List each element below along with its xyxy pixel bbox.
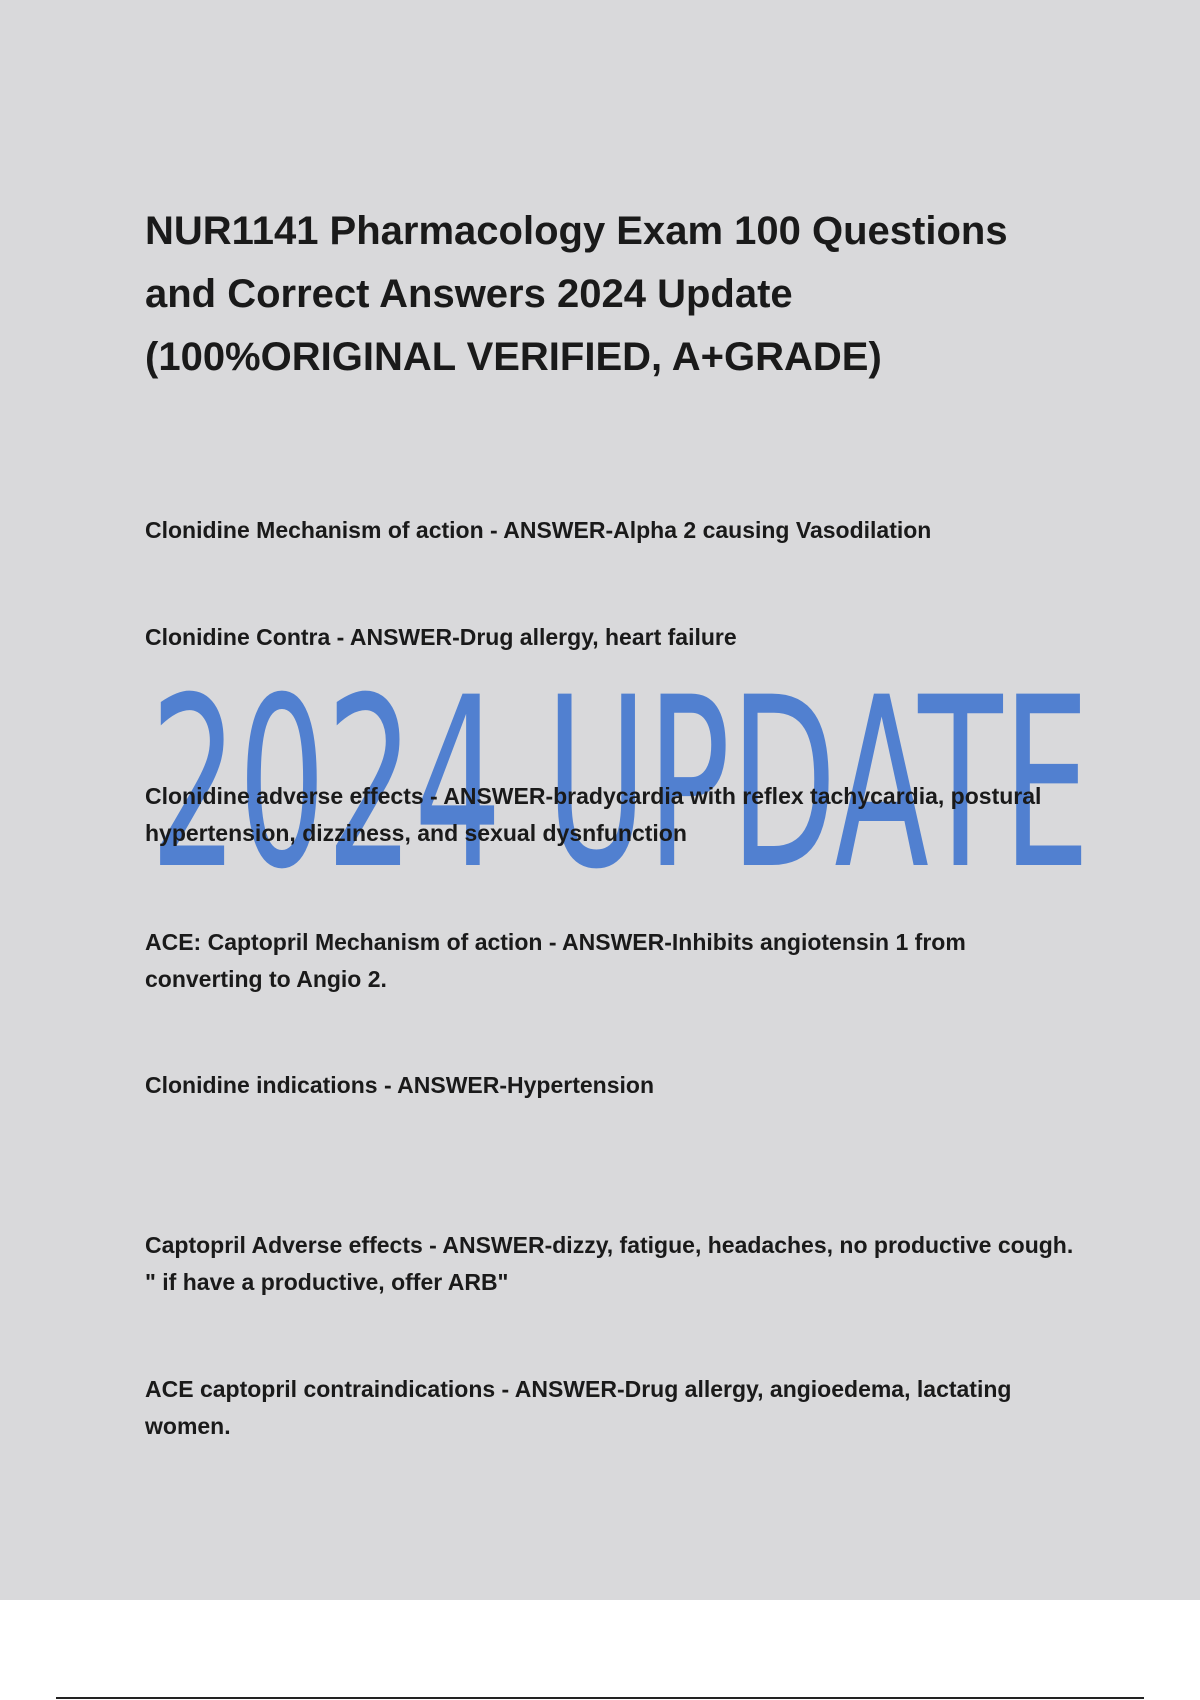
qa-item-1: Clonidine Mechanism of action - ANSWER-Alpha 2 causing Vasodilation [145,517,932,543]
qa-item-2: Clonidine Contra - ANSWER-Drug allergy, heart failure [145,624,737,650]
qa-item-4: ACE: Captopril Mechanism of action - ANSWER-Inhibits angiotensin 1 from converting to Angio 2. [145,929,966,992]
qa-item-7: ACE captopril contraindications - ANSWER-Drug allergy, angioedema, lactating women. [145,1376,1012,1439]
qa-item-3: Clonidine adverse effects - ANSWER-bradycardia with reflex tachycardia, postural hypertension, dizziness, and sexual dysnfunction [145,783,1042,846]
watermark-text: 2024 UPDATE [150,650,1090,900]
watermark [150,650,1090,900]
document-title: NUR1141 Pharmacology Exam 100 Questions and Correct Answers 2024 Update (100%ORIGINAL VERIFIED, A+GRADE) [145,209,1008,379]
qa-item-6: Captopril Adverse effects - ANSWER-dizzy, fatigue, headaches, no productive cough. " if have a productive, offer ARB" [145,1232,1074,1295]
qa-item-5: Clonidine indications - ANSWER-Hypertension [145,1072,654,1098]
footer-divider [56,1697,1144,1699]
